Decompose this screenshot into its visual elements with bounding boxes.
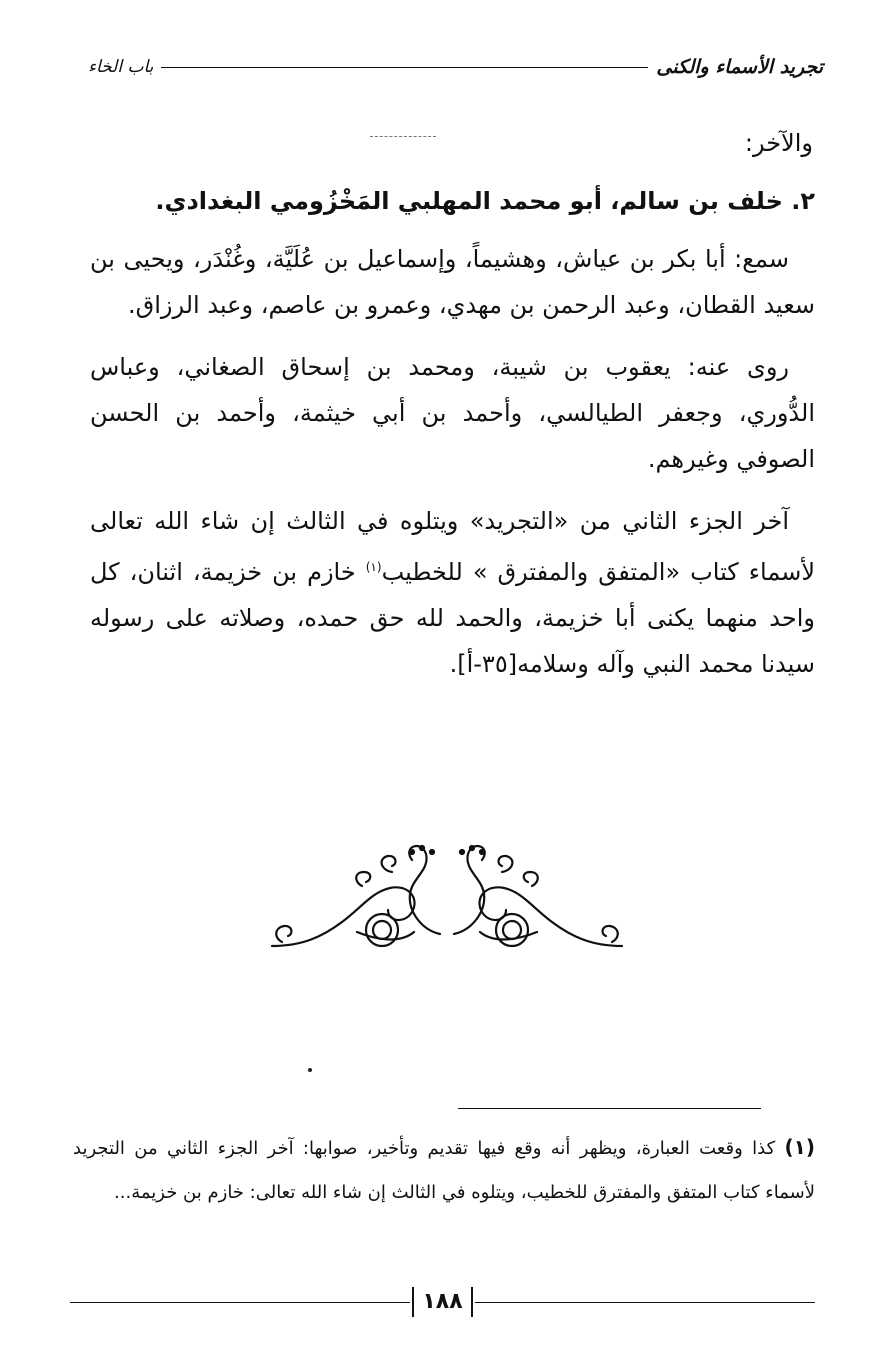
main-text	[90, 120, 815, 687]
header-rule	[161, 67, 648, 68]
footnote-text: كذا وقعت العبارة، ويظهر أنه وقع فيها تقديم وتأخير، صوابها: آخر الجزء الثاني من التجريد لأسماء كتاب المتفق والمفترق للخطيب، ويتلوه في الثالث إن شاء الله تعالى: خازم بن خزيمة...	[73, 1138, 815, 1203]
footnote	[73, 1125, 815, 1215]
footnote-number: (١)	[784, 1135, 815, 1159]
footnote-separator	[458, 1108, 761, 1109]
section-title: باب الخاء	[88, 57, 154, 77]
paragraph-heard-from: سمع: أبا بكر بن عياش، وهشيماً، وإسماعيل بن عُلَيَّة، وغُنْدَر، ويحيى بن سعيد القطان، وعبد الرحمن بن مهدي، وعمرو بن عاصم، وعبد الرزاق.	[90, 245, 815, 319]
ornament-icon	[262, 842, 632, 962]
footer-rule-left	[70, 1302, 410, 1303]
entry-heading: ٢. خلف بن سالم، أبو محمد المهلبي المَخْزُومي البغدادي.	[155, 187, 815, 215]
stray-dot	[308, 1068, 312, 1072]
footnote-reference[interactable]: (١)	[365, 560, 382, 574]
end-text-part1: آخر الجزء الثاني من «التجريد» ويتلوه في الثالث إن شاء الله تعالى لأسماء كتاب «المتفق والمفترق » للخطيب	[90, 507, 816, 586]
end-text-part2: خازم بن خزيمة، اثنان، كل واحد منهما يكنى أبا خزيمة، والحمد لله حق حمده، وصلاته على رسوله سيدنا محمد النبي وآله وسلامه[٣٥-أ].	[90, 558, 815, 678]
footer-rule-right	[475, 1302, 815, 1303]
page-footer	[70, 1282, 815, 1322]
paragraph-closing-previous: والآخر:	[744, 129, 813, 157]
running-header	[88, 52, 823, 82]
book-title: تجريد الأسماء والكنى	[656, 56, 823, 78]
paragraph-narrated-by: روى عنه: يعقوب بن شيبة، ومحمد بن إسحاق الصغاني، وعباس الدُّوري، وجعفر الطيالسي، وأحمد بن أبي خيثمة، وأحمد بن الحسن الصوفي وغيرهم.	[90, 353, 815, 473]
paragraph-end-of-part	[90, 498, 815, 687]
page-number: ١٨٨	[412, 1287, 472, 1317]
